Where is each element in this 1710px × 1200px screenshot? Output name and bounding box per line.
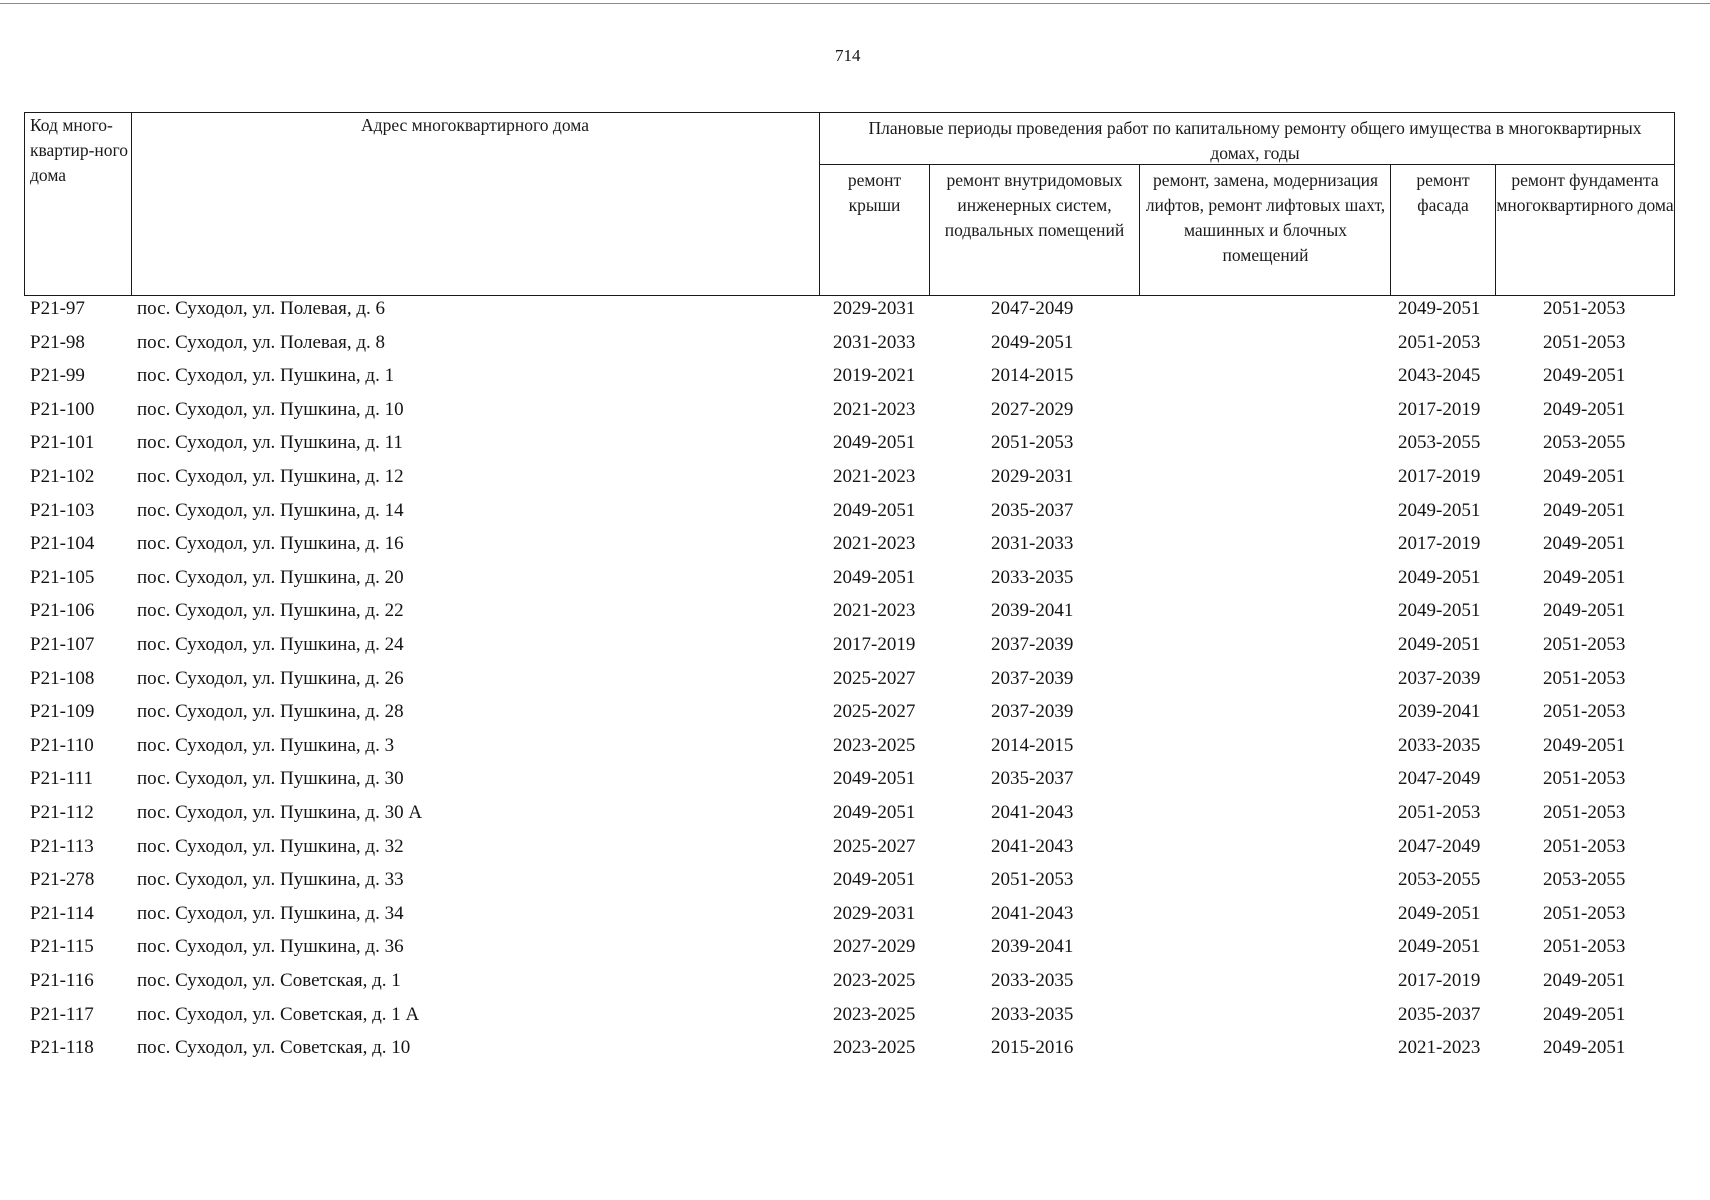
cell-address: пос. Суходол, ул. Пушкина, д. 22 bbox=[137, 600, 404, 622]
cell-address: пос. Суходол, ул. Пушкина, д. 28 bbox=[137, 701, 404, 723]
table-row bbox=[0, 600, 1710, 633]
cell-code: P21-114 bbox=[30, 902, 94, 924]
cell-address: пос. Суходол, ул. Пушкина, д. 10 bbox=[137, 398, 404, 420]
cell-systems: 2041-2043 bbox=[991, 835, 1074, 857]
cell-foundation: 2049-2051 bbox=[1543, 499, 1626, 521]
cell-foundation: 2051-2053 bbox=[1543, 634, 1626, 655]
cell-code: P21-102 bbox=[30, 466, 95, 487]
cell-roof: 2021-2023 bbox=[833, 533, 916, 555]
table-row bbox=[0, 298, 1710, 331]
cell-foundation: 2053-2055 bbox=[1543, 869, 1626, 891]
cell-roof: 2023-2025 bbox=[833, 1003, 916, 1025]
header-code: Код много-квартир-ного дома bbox=[30, 115, 129, 185]
cell-roof: 2017-2019 bbox=[833, 634, 916, 655]
cell-code: P21-101 bbox=[30, 432, 95, 454]
table-row bbox=[0, 365, 1710, 398]
cell-foundation: 2051-2053 bbox=[1543, 802, 1626, 823]
cell-roof: 2025-2027 bbox=[833, 835, 916, 857]
cell-foundation: 2051-2053 bbox=[1543, 298, 1626, 319]
cell-systems: 2035-2037 bbox=[991, 768, 1074, 790]
cell-systems: 2037-2039 bbox=[991, 667, 1074, 689]
cell-facade: 2017-2019 bbox=[1398, 466, 1481, 487]
cell-systems: 2049-2051 bbox=[991, 331, 1074, 353]
table-row bbox=[0, 634, 1710, 667]
cell-facade: 2043-2045 bbox=[1398, 365, 1481, 387]
table-row bbox=[0, 432, 1710, 465]
cell-foundation: 2049-2051 bbox=[1543, 566, 1626, 588]
cell-roof: 2049-2051 bbox=[833, 802, 916, 823]
cell-systems: 2029-2031 bbox=[991, 466, 1074, 487]
cell-foundation: 2049-2051 bbox=[1543, 1003, 1626, 1025]
cell-facade: 2017-2019 bbox=[1398, 970, 1481, 991]
table-row bbox=[0, 500, 1710, 533]
table-row bbox=[0, 970, 1710, 1003]
page-number: 714 bbox=[835, 46, 861, 65]
cell-systems: 2051-2053 bbox=[991, 432, 1074, 454]
cell-code: P21-117 bbox=[30, 1003, 94, 1025]
cell-roof: 2029-2031 bbox=[833, 298, 916, 319]
cell-code: P21-106 bbox=[30, 600, 95, 622]
cell-foundation: 2049-2051 bbox=[1543, 600, 1626, 622]
table-row bbox=[0, 1004, 1710, 1037]
cell-roof: 2049-2051 bbox=[833, 566, 916, 588]
table-row bbox=[0, 332, 1710, 365]
cell-facade: 2049-2051 bbox=[1398, 499, 1481, 521]
cell-systems: 2035-2037 bbox=[991, 499, 1074, 521]
header-divider-address bbox=[819, 112, 820, 296]
cell-code: P21-278 bbox=[30, 869, 95, 891]
table-row bbox=[0, 399, 1710, 432]
cell-roof: 2049-2051 bbox=[833, 869, 916, 891]
cell-roof: 2021-2023 bbox=[833, 466, 916, 487]
cell-foundation: 2049-2051 bbox=[1543, 1037, 1626, 1059]
cell-code: P21-104 bbox=[30, 533, 95, 555]
cell-systems: 2015-2016 bbox=[991, 1037, 1074, 1059]
cell-address: пос. Суходол, ул. Пушкина, д. 12 bbox=[137, 466, 404, 487]
cell-facade: 2049-2051 bbox=[1398, 634, 1481, 655]
cell-address: пос. Суходол, ул. Пушкина, д. 20 bbox=[137, 566, 404, 588]
cell-address: пос. Суходол, ул. Пушкина, д. 16 bbox=[137, 533, 404, 555]
cell-roof: 2027-2029 bbox=[833, 936, 916, 958]
cell-address: пос. Суходол, ул. Советская, д. 10 bbox=[137, 1037, 411, 1059]
cell-roof: 2025-2027 bbox=[833, 701, 916, 723]
table-row bbox=[0, 1037, 1710, 1070]
cell-code: P21-103 bbox=[30, 499, 95, 521]
cell-code: P21-108 bbox=[30, 667, 95, 689]
cell-address: пос. Суходол, ул. Пушкина, д. 30 bbox=[137, 768, 404, 790]
cell-code: P21-97 bbox=[30, 298, 85, 319]
cell-facade: 2049-2051 bbox=[1398, 902, 1481, 924]
cell-facade: 2051-2053 bbox=[1398, 802, 1481, 823]
cell-address: пос. Суходол, ул. Пушкина, д. 30 А bbox=[137, 802, 423, 823]
cell-address: пос. Суходол, ул. Полевая, д. 8 bbox=[137, 331, 385, 353]
table-row bbox=[0, 701, 1710, 734]
cell-facade: 2047-2049 bbox=[1398, 768, 1481, 790]
cell-facade: 2049-2051 bbox=[1398, 566, 1481, 588]
header-facade: ремонт фасада bbox=[1416, 170, 1470, 215]
cell-systems: 2039-2041 bbox=[991, 936, 1074, 958]
cell-facade: 2033-2035 bbox=[1398, 734, 1481, 756]
cell-facade: 2039-2041 bbox=[1398, 701, 1481, 723]
cell-roof: 2021-2023 bbox=[833, 600, 916, 622]
table-row bbox=[0, 836, 1710, 869]
cell-roof: 2023-2025 bbox=[833, 1037, 916, 1059]
cell-address: пос. Суходол, ул. Пушкина, д. 33 bbox=[137, 869, 404, 891]
header-divider-code bbox=[131, 112, 132, 296]
cell-code: P21-110 bbox=[30, 734, 94, 756]
table-row bbox=[0, 466, 1710, 499]
header-periods-group: Плановые периоды проведения работ по капитальному ремонту общего имущества в многоквартирных домах, годы bbox=[868, 118, 1642, 163]
cell-facade: 2049-2051 bbox=[1398, 600, 1481, 622]
cell-address: пос. Суходол, ул. Пушкина, д. 26 bbox=[137, 667, 404, 689]
table-row bbox=[0, 869, 1710, 902]
cell-facade: 2053-2055 bbox=[1398, 869, 1481, 891]
cell-code: P21-98 bbox=[30, 331, 85, 353]
cell-foundation: 2051-2053 bbox=[1543, 902, 1626, 924]
cell-roof: 2049-2051 bbox=[833, 499, 916, 521]
cell-facade: 2037-2039 bbox=[1398, 667, 1481, 689]
cell-systems: 2041-2043 bbox=[991, 802, 1074, 823]
cell-systems: 2051-2053 bbox=[991, 869, 1074, 891]
table-row bbox=[0, 567, 1710, 600]
cell-systems: 2033-2035 bbox=[991, 1003, 1074, 1025]
cell-foundation: 2049-2051 bbox=[1543, 533, 1626, 555]
cell-systems: 2031-2033 bbox=[991, 533, 1074, 555]
cell-systems: 2037-2039 bbox=[991, 634, 1074, 655]
cell-facade: 2053-2055 bbox=[1398, 432, 1481, 454]
header-divider-lifts bbox=[1390, 164, 1391, 296]
cell-foundation: 2051-2053 bbox=[1543, 936, 1626, 958]
cell-roof: 2023-2025 bbox=[833, 734, 916, 756]
cell-address: пос. Суходол, ул. Пушкина, д. 1 bbox=[137, 365, 395, 387]
table-row bbox=[0, 903, 1710, 936]
cell-foundation: 2051-2053 bbox=[1543, 667, 1626, 689]
table-row bbox=[0, 735, 1710, 768]
cell-foundation: 2049-2051 bbox=[1543, 365, 1626, 387]
cell-address: пос. Суходол, ул. Пушкина, д. 3 bbox=[137, 734, 395, 756]
header-address: Адрес многоквартирного дома bbox=[361, 115, 589, 135]
cell-systems: 2014-2015 bbox=[991, 734, 1074, 756]
cell-address: пос. Суходол, ул. Советская, д. 1 bbox=[137, 970, 401, 991]
header-divider-roof bbox=[929, 164, 930, 296]
cell-facade: 2049-2051 bbox=[1398, 936, 1481, 958]
header-foundation: ремонт фундамента многоквартирного дома bbox=[1496, 170, 1674, 215]
cell-roof: 2049-2051 bbox=[833, 768, 916, 790]
cell-code: P21-105 bbox=[30, 566, 95, 588]
cell-foundation: 2051-2053 bbox=[1543, 701, 1626, 723]
cell-roof: 2019-2021 bbox=[833, 365, 916, 387]
cell-code: P21-109 bbox=[30, 701, 95, 723]
cell-systems: 2041-2043 bbox=[991, 902, 1074, 924]
cell-address: пос. Суходол, ул. Пушкина, д. 14 bbox=[137, 499, 404, 521]
cell-code: P21-118 bbox=[30, 1037, 94, 1059]
cell-facade: 2047-2049 bbox=[1398, 835, 1481, 857]
cell-address: пос. Суходол, ул. Пушкина, д. 36 bbox=[137, 936, 404, 958]
cell-foundation: 2053-2055 bbox=[1543, 432, 1626, 454]
cell-roof: 2025-2027 bbox=[833, 667, 916, 689]
cell-code: P21-115 bbox=[30, 936, 94, 958]
table-row bbox=[0, 936, 1710, 969]
cell-roof: 2029-2031 bbox=[833, 902, 916, 924]
cell-code: P21-113 bbox=[30, 835, 94, 857]
cell-systems: 2047-2049 bbox=[991, 298, 1074, 319]
cell-address: пос. Суходол, ул. Пушкина, д. 32 bbox=[137, 835, 404, 857]
cell-code: P21-111 bbox=[30, 768, 93, 790]
cell-systems: 2033-2035 bbox=[991, 566, 1074, 588]
cell-facade: 2017-2019 bbox=[1398, 533, 1481, 555]
cell-systems: 2039-2041 bbox=[991, 600, 1074, 622]
cell-facade: 2035-2037 bbox=[1398, 1003, 1481, 1025]
table-row bbox=[0, 668, 1710, 701]
header-systems: ремонт внутридомовых инженерных систем, подвальных помещений bbox=[944, 170, 1125, 240]
cell-facade: 2051-2053 bbox=[1398, 331, 1481, 353]
cell-foundation: 2049-2051 bbox=[1543, 970, 1626, 991]
cell-facade: 2049-2051 bbox=[1398, 298, 1481, 319]
cell-roof: 2021-2023 bbox=[833, 398, 916, 420]
table-row bbox=[0, 768, 1710, 801]
cell-foundation: 2051-2053 bbox=[1543, 768, 1626, 790]
cell-address: пос. Суходол, ул. Пушкина, д. 24 bbox=[137, 634, 404, 655]
table-row bbox=[0, 533, 1710, 566]
page-top-rule bbox=[0, 3, 1710, 4]
cell-roof: 2023-2025 bbox=[833, 970, 916, 991]
header-roof: ремонт крыши bbox=[847, 170, 902, 215]
cell-systems: 2027-2029 bbox=[991, 398, 1074, 420]
cell-address: пос. Суходол, ул. Пушкина, д. 11 bbox=[137, 432, 403, 454]
cell-foundation: 2049-2051 bbox=[1543, 466, 1626, 487]
cell-foundation: 2049-2051 bbox=[1543, 734, 1626, 756]
cell-code: P21-99 bbox=[30, 365, 85, 387]
cell-address: пос. Суходол, ул. Пушкина, д. 34 bbox=[137, 902, 404, 924]
cell-code: P21-107 bbox=[30, 634, 95, 655]
cell-foundation: 2051-2053 bbox=[1543, 331, 1626, 353]
cell-code: P21-112 bbox=[30, 802, 94, 823]
cell-code: P21-100 bbox=[30, 398, 95, 420]
header-lifts: ремонт, замена, модернизация лифтов, ремонт лифтовых шахт, машинных и блочных помещений bbox=[1145, 170, 1386, 265]
cell-code: P21-116 bbox=[30, 970, 94, 991]
cell-facade: 2021-2023 bbox=[1398, 1037, 1481, 1059]
header-divider-systems bbox=[1139, 164, 1140, 296]
cell-foundation: 2049-2051 bbox=[1543, 398, 1626, 420]
cell-systems: 2037-2039 bbox=[991, 701, 1074, 723]
cell-roof: 2049-2051 bbox=[833, 432, 916, 454]
cell-foundation: 2051-2053 bbox=[1543, 835, 1626, 857]
cell-systems: 2014-2015 bbox=[991, 365, 1074, 387]
table-row bbox=[0, 802, 1710, 835]
cell-address: пос. Суходол, ул. Полевая, д. 6 bbox=[137, 298, 385, 319]
cell-address: пос. Суходол, ул. Советская, д. 1 А bbox=[137, 1003, 420, 1025]
cell-roof: 2031-2033 bbox=[833, 331, 916, 353]
cell-systems: 2033-2035 bbox=[991, 970, 1074, 991]
cell-facade: 2017-2019 bbox=[1398, 398, 1481, 420]
